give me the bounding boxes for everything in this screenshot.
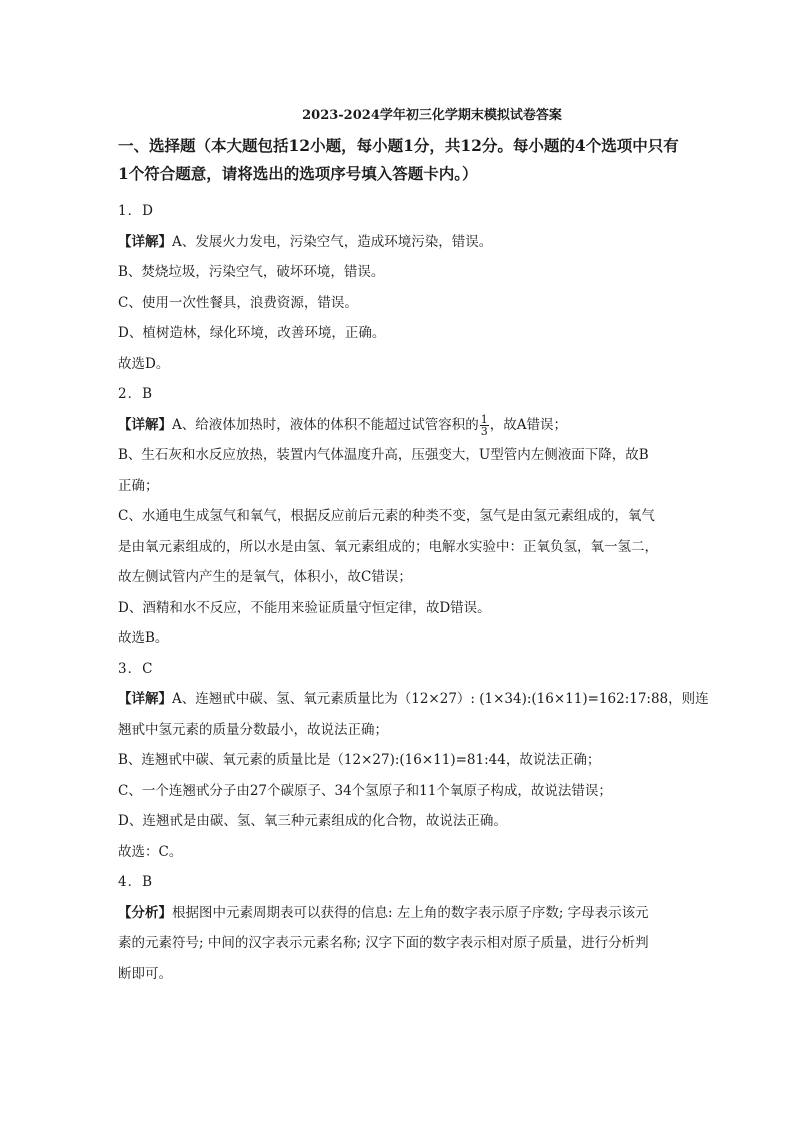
question-1-line-4: D、植树造林，绿化环境，改善环境，正确。	[118, 325, 386, 341]
question-3-number: 3．C	[118, 660, 154, 677]
fraction-denominator: 3	[480, 424, 488, 438]
question-3-text-1: A、连翘甙中碳、氢、氧元素质量比为（12×27）: (1×34):(16×11)=162:17:88，则连	[172, 691, 709, 707]
question-1-text-1: A、发展火力发电，污染空气，造成环境污染，错误。	[172, 233, 493, 250]
fraction-numerator: 1	[480, 412, 488, 426]
question-2-line-2: B、生石灰和水反应放热，装置内气体温度升高，压强变大，U型管内左侧液面下降，故B	[118, 447, 649, 463]
question-2-line-5: 是由氧元素组成的，所以水是由氢、氧元素组成的；电解水实验中：正氧负氢，氧一氢二，	[118, 538, 658, 555]
question-4-number: 4．B	[118, 874, 154, 890]
answer-body	[118, 196, 709, 989]
question-1-answer: 故选D。	[118, 355, 170, 372]
fraction-one-third	[480, 414, 489, 437]
question-2-line-4: C、水通电生成氢气和氧气，根据反应前后元素的种类不变，氢气是由氢元素组成的，氧气	[118, 508, 655, 524]
question-1-tag: 【详解】	[118, 233, 172, 250]
question-2-line-7: D、酒精和水不反应，不能用来验证质量守恒定律，故D错误。	[118, 599, 491, 616]
question-1-line-3: C、使用一次性餐具，浪费资源，错误。	[118, 294, 358, 311]
question-1-number: 1．D	[118, 203, 154, 219]
question-3-line-5: D、连翘甙是由碳、氢、氧三种元素组成的化合物，故说法正确。	[118, 813, 507, 829]
question-4-line-1	[118, 898, 688, 929]
question-3-line-2: 翘甙中氢元素的质量分数最小，故说法正确；	[118, 721, 388, 738]
question-3-tag: 【详解】	[118, 691, 172, 707]
question-2-text-1a: A、给液体加热时，液体的体积不能超过试管容积的	[172, 416, 479, 433]
question-4-line-3: 断即可。	[118, 965, 172, 982]
question-2-tag: 【详解】	[118, 416, 172, 433]
section-header: 一、选择题（本大题包括12小题，每小题1分，共12分。每小题的4个选项中只有1个符合题意，请将选出的选项序号填入答题卡内。）	[118, 136, 679, 183]
question-3-answer: 故选：C。	[118, 843, 183, 860]
question-2-answer: 故选B。	[118, 630, 169, 646]
question-2-number: 2．B	[118, 386, 154, 402]
question-3-line-4: C、一个连翘甙分子由27个碳原子、34个氢原子和11个氧原子构成，故说法错误；	[118, 782, 612, 799]
question-2-text-1b: ，故A错误；	[489, 416, 567, 433]
question-1-line-1	[118, 227, 688, 258]
question-1-line-2: B、焚烧垃圾，污染空气，破坏环境，错误。	[118, 264, 385, 280]
question-4-tag: 【分析】	[118, 904, 172, 921]
document-title: 2023-2024学年初三化学期末模拟试卷答案	[302, 108, 562, 123]
question-2-line-3: 正确；	[118, 477, 159, 494]
question-4-line-2: 素的元素符号; 中间的汉字表示元素名称; 汉字下面的数字表示相对原子质量，进行分析判	[118, 935, 649, 951]
question-2-line-1	[118, 410, 688, 441]
question-2-line-6: 故左侧试管内产生的是氧气，体积小，故C错误；	[118, 569, 412, 585]
question-3-line-1	[118, 684, 709, 715]
question-4-text-1: 根据图中元素周期表可以获得的信息: 左上角的数字表示原子序数; 字母表示该元	[172, 904, 649, 921]
question-3-line-3: B、连翘甙中碳、氧元素的质量比是（12×27):(16×11)=81:44，故说法正确；	[118, 752, 601, 768]
